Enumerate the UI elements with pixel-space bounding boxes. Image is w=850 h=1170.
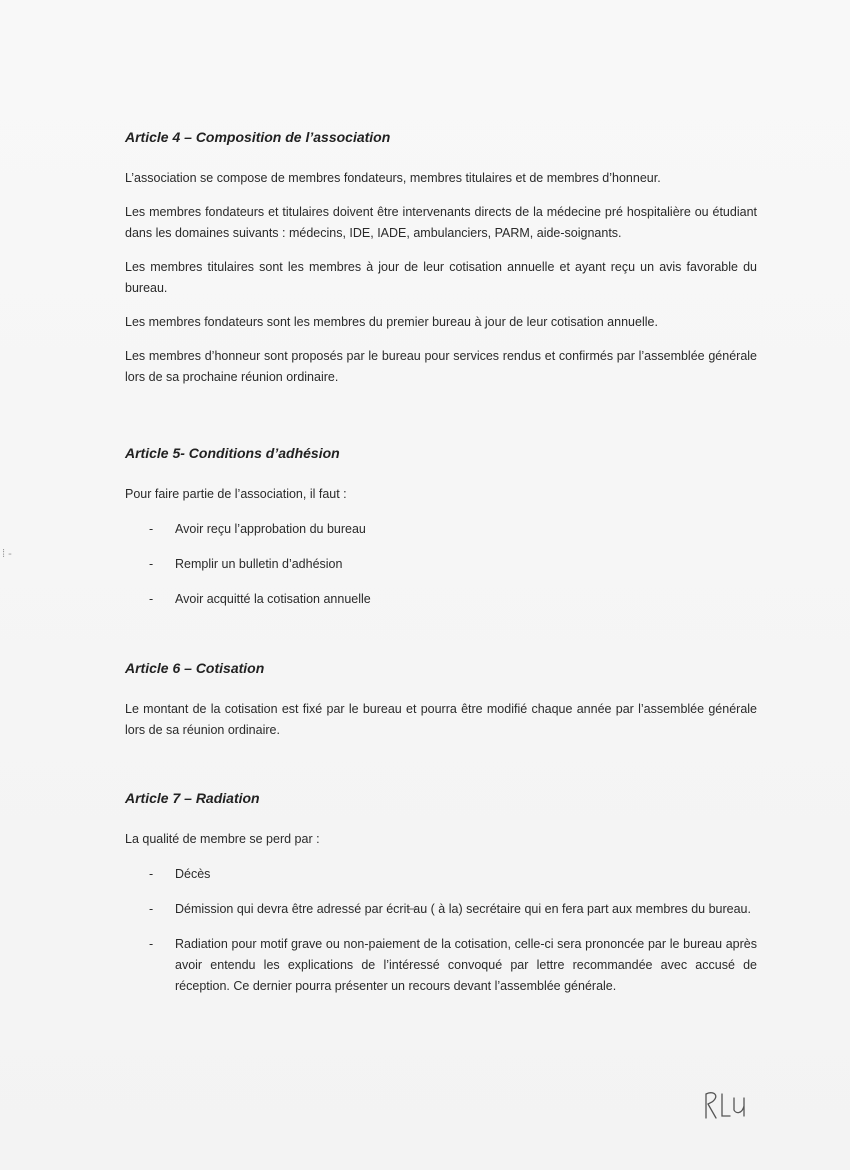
handwritten-initials-signature	[700, 1088, 760, 1122]
list-item: - Avoir reçu l’approbation du bureau	[149, 522, 366, 536]
article-4-paragraph-4: Les membres fondateurs sont les membres du premier bureau à jour de leur cotisation annuelle.	[125, 315, 658, 329]
article-4-paragraph-1: L’association se compose de membres fondateurs, membres titulaires et de membres d’honneur.	[125, 171, 661, 185]
article-7-intro: La qualité de membre se perd par :	[125, 832, 320, 846]
article-5-intro: Pour faire partie de l’association, il faut :	[125, 487, 347, 501]
list-item: - Avoir acquitté la cotisation annuelle	[149, 592, 371, 606]
article-5	[125, 444, 757, 610]
list-item: - Décès	[149, 867, 211, 881]
article-7-list	[125, 864, 757, 997]
document-body	[125, 128, 757, 1011]
article-4-title: Article 4 – Composition de l’association	[125, 129, 391, 145]
list-item: - Radiation pour motif grave ou non-paiement de la cotisation, celle-ci sera prononcée par le bureau après avoir entendu les explications de l’intéressé convoqué par lettre recommandée avec accusé de réception. Ce dernier pourra présenter un recours devant l’assemblée générale.	[149, 937, 757, 993]
article-7-title: Article 7 – Radiation	[125, 790, 260, 806]
margin-mark-icon: ⁞ ‐	[2, 548, 12, 560]
article-4	[125, 128, 757, 388]
article-4-paragraph-3: Les membres titulaires sont les membres à jour de leur cotisation annuelle et ayant reçu un avis favorable du bureau.	[125, 260, 757, 295]
article-4-paragraph-5: Les membres d’honneur sont proposés par le bureau pour services rendus et confirmés par l’assemblée générale lors de sa prochaine réunion ordinaire.	[125, 349, 757, 384]
list-item: - Remplir un bulletin d’adhésion	[149, 557, 343, 571]
article-7	[125, 789, 757, 997]
article-6	[125, 659, 757, 741]
article-5-list	[125, 519, 757, 610]
article-6-title: Article 6 – Cotisation	[125, 660, 265, 676]
list-item: - Démission qui devra être adressé par écrit au ( à la) secrétaire qui en fera part aux membres du bureau.	[149, 902, 751, 916]
article-4-paragraph-2: Les membres fondateurs et titulaires doivent être intervenants directs de la médecine pré hospitalière ou étudiant dans les domaines suivants : médecins, IDE, IADE, ambulanciers, PARM, aide-soignants.	[125, 205, 757, 240]
article-5-title: Article 5- Conditions d’adhésion	[125, 445, 340, 461]
article-6-paragraph-1: Le montant de la cotisation est fixé par le bureau et pourra être modifié chaque année par l’assemblée générale lors de sa réunion ordinaire.	[125, 702, 757, 737]
